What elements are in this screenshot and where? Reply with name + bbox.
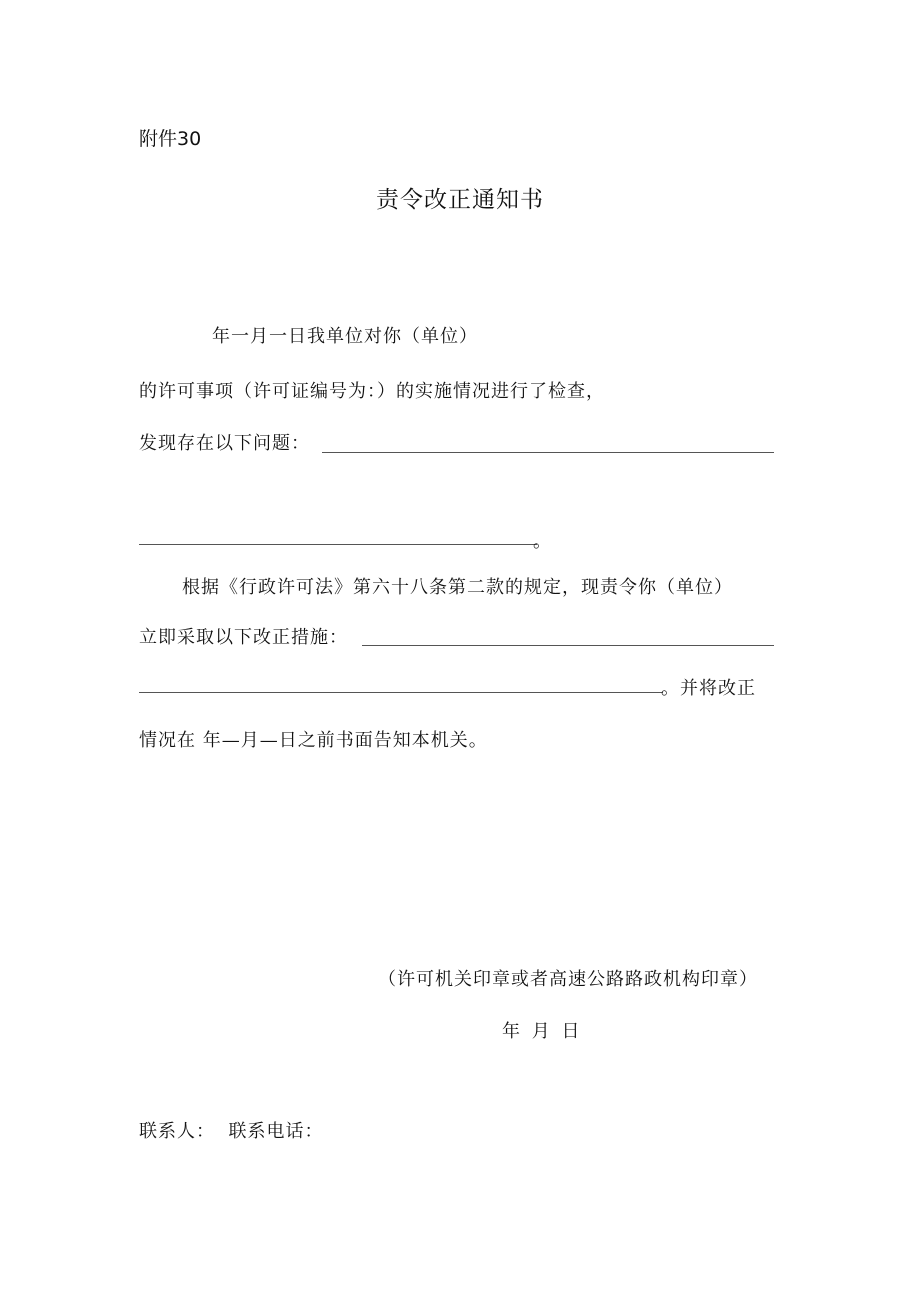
problems-blank-2 <box>139 544 537 545</box>
body-line-3: 发现存在以下问题： <box>139 433 310 454</box>
measures-blank-1 <box>362 645 774 646</box>
problems-blank-1 <box>322 452 774 453</box>
body-line-4-end: 。 <box>533 531 552 552</box>
contact-line: 联系人： 联系电话： <box>139 1121 324 1142</box>
body-line-5: 根据《行政许可法》第六十八条第二款的规定，现责令你（单位） <box>182 577 733 598</box>
seal-note: （许可机关印章或者高速公路路政机构印章） <box>378 969 758 990</box>
body-line-7-end: 。并将改正 <box>661 678 756 699</box>
body-line-1: 年一月一日我单位对你（单位） <box>212 326 478 347</box>
attachment-label: 附件30 <box>139 128 202 150</box>
date-line: 年 月 日 <box>502 1021 583 1042</box>
body-line-8: 情况在 年—月—日之前书面告知本机关。 <box>139 730 488 751</box>
body-line-6: 立即采取以下改正措施： <box>139 627 348 648</box>
document-title: 责令改正通知书 <box>376 187 544 213</box>
body-line-2: 的许可事项（许可证编号为：）的实施情况进行了检查， <box>139 381 605 402</box>
measures-blank-2 <box>139 692 663 693</box>
